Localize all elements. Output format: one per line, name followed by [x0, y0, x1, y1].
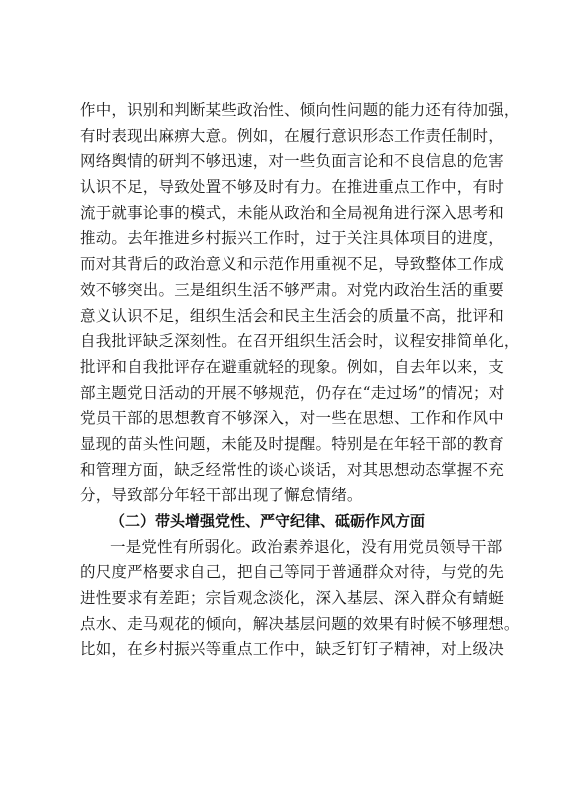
- text-line: 流于就事论事的模式，未能从政治和全局视角进行深入思考和: [80, 203, 504, 222]
- text-line: 一是党性有所弱化。政治素养退化，没有用党员领导干部: [110, 537, 503, 556]
- text-line: 进性要求有差距；宗旨观念淡化，深入基层、深入群众有蜻蜓: [80, 589, 504, 608]
- text-line: 作中，识别和判断某些政治性、倾向性问题的能力还有待加强，: [80, 101, 520, 119]
- text-line: 网络舆情的研判不够迅速，对一些负面言论和不良信息的危害: [80, 152, 504, 171]
- text-line: 而对其背后的政治意义和示范作用重视不足，导致整体工作成: [80, 255, 504, 274]
- text-line: 的尺度严格要求自己，把自己等同于普通群众对待，与党的先: [80, 563, 504, 582]
- text-line: 部主题党日活动的开展不够规范，仍存在“走过场”的情况；对: [80, 383, 505, 402]
- text-line: 推动。去年推进乡村振兴工作时，过于关注具体项目的进度，: [80, 229, 504, 248]
- text-line: 显现的苗头性问题，未能及时提醒。特别是在年轻干部的教育: [80, 434, 504, 453]
- text-line: 和管理方面，缺乏经常性的谈心谈话，对其思想动态掌握不充: [80, 460, 504, 479]
- text-line: 有时表现出麻痹大意。例如，在履行意识形态工作责任制时，: [80, 126, 504, 145]
- text-line: 比如，在乡村振兴等重点工作中，缺乏钉钉子精神，对上级决: [80, 640, 504, 659]
- text-line: 批评和自我批评存在避重就轻的现象。例如，自去年以来，支: [80, 357, 504, 376]
- text-line: 点水、走马观花的倾向，解决基层问题的效果有时候不够理想。: [80, 614, 520, 633]
- text-line: 分，导致部分年轻干部出现了懈怠情绪。: [80, 486, 363, 505]
- text-line: 认识不足，导致处置不够及时有力。在推进重点工作中，有时: [80, 178, 504, 197]
- text-line: 意义认识不足，组织生活会和民主生活会的质量不高，批评和: [80, 306, 504, 325]
- body-text: [80, 98, 520, 663]
- section-heading: （二）带头增强党性、严守纪律、砥砺作风方面: [110, 512, 426, 530]
- text-line: 效不够突出。三是组织生活不够严肃。对党内政治生活的重要: [80, 280, 504, 299]
- text-line: 党员干部的思想教育不够深入，对一些在思想、工作和作风中: [80, 409, 504, 428]
- text-line: 自我批评缺乏深刻性。在召开组织生活会时，议程安排简单化，: [80, 332, 520, 351]
